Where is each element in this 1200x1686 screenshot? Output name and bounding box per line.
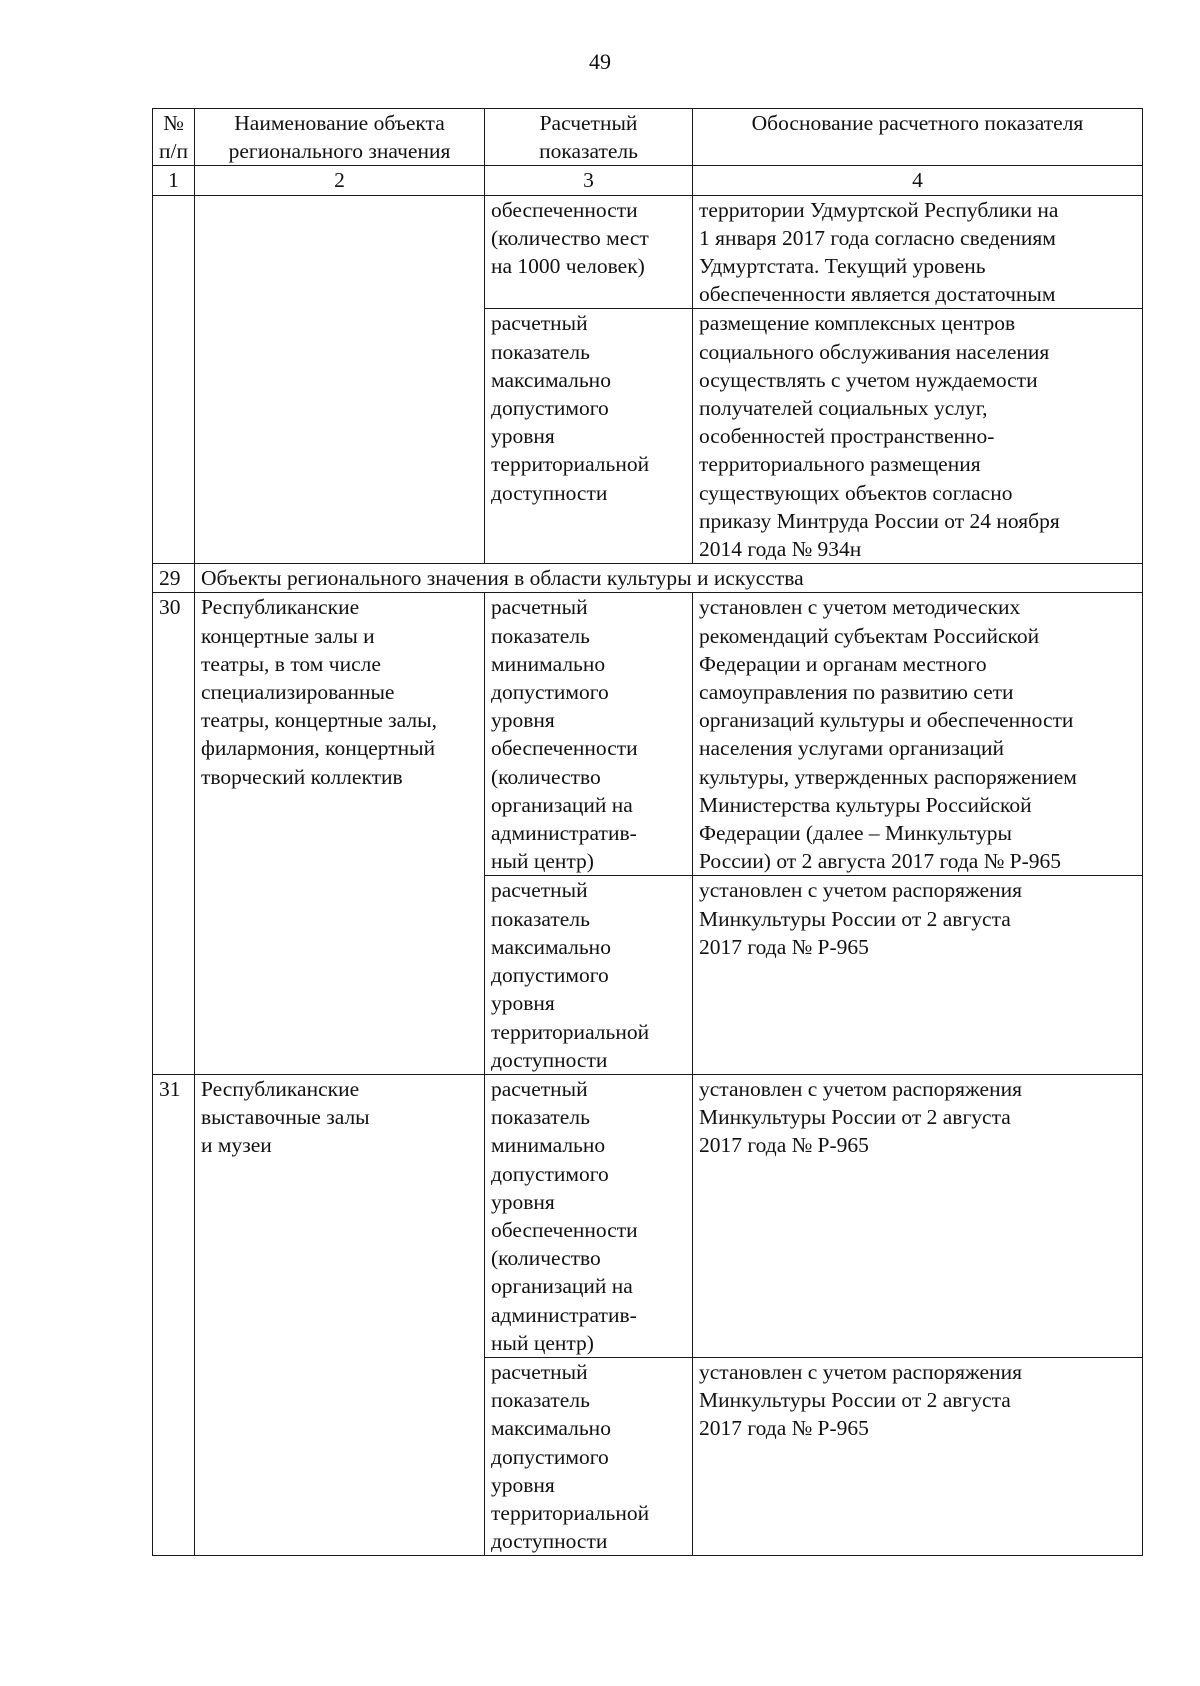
text-line: показатель (491, 906, 590, 931)
text-line: существующих объектов согласно (699, 480, 1013, 505)
text-line: максимально (491, 934, 611, 959)
text-line: уровня (491, 424, 555, 449)
indicator-cell (485, 1074, 693, 1357)
text-line: филармония, концертный (201, 736, 436, 761)
text-line: установлен с учетом распоряжения (699, 878, 1022, 903)
justification-cell (693, 1074, 1143, 1357)
column-number: 3 (485, 166, 693, 195)
text-line: расчетный (491, 878, 588, 903)
text-line: уровня (491, 1189, 555, 1214)
indicator-cell (485, 593, 693, 876)
header-row (153, 109, 1143, 166)
row-number: 29 (153, 564, 195, 593)
text-line: допустимого (491, 1444, 609, 1469)
table-row (153, 1074, 1143, 1357)
text-line: Министерства культуры Российской (699, 792, 1032, 817)
header-justification (693, 109, 1143, 166)
text-line: творческий коллектив (201, 764, 403, 789)
text-line: ный центр) (491, 1330, 594, 1355)
text-line: показатель (491, 623, 590, 648)
text-line: установлен с учетом распоряжения (699, 1076, 1022, 1101)
header-name (195, 109, 485, 166)
text-line: установлен с учетом методических (699, 595, 1021, 620)
text-line: установлен с учетом распоряжения (699, 1359, 1022, 1384)
text-line: размещение комплексных центров (699, 311, 1016, 336)
text-line: приказу Минтруда России от 24 ноября (699, 508, 1060, 533)
text-line: организаций культуры и обеспеченности (699, 708, 1074, 733)
object-name-cell (195, 593, 485, 1074)
text-line: п/п (159, 139, 188, 164)
text-line: театры, в том числе (201, 651, 381, 676)
text-line: показатель (491, 1105, 590, 1130)
text-line: территории Удмуртской Республики на (699, 197, 1059, 222)
text-line: № (163, 111, 184, 135)
text-line: Минкультуры России от 2 августа (699, 906, 1011, 931)
text-line: показатель (491, 339, 590, 364)
justification-cell (693, 1357, 1143, 1555)
justification-cell (693, 195, 1143, 309)
text-line: Минкультуры России от 2 августа (699, 1388, 1011, 1413)
justification-cell (693, 309, 1143, 564)
text-line: ный центр) (491, 849, 594, 874)
justification-cell (693, 593, 1143, 876)
text-line: населения услугами организаций (699, 736, 1004, 761)
text-line: административ- (491, 1302, 637, 1327)
table-row (153, 593, 1143, 876)
text-line: расчетный (491, 595, 588, 620)
text-line: Республиканские (201, 1076, 360, 1101)
text-line: культуры, утвержденных распоряжением (699, 764, 1077, 789)
text-line: обеспеченности является достаточным (699, 282, 1056, 307)
text-line: показатель (491, 1388, 590, 1413)
text-line: допустимого (491, 963, 609, 988)
text-line: уровня (491, 991, 555, 1016)
text-line: и музеи (201, 1133, 272, 1158)
text-line: уровня (491, 1472, 555, 1497)
text-line: допустимого (491, 680, 609, 705)
header-num (153, 109, 195, 166)
text-line: рекомендаций субъектам Российской (699, 623, 1040, 648)
text-line: расчетный (491, 311, 588, 336)
norms-table (152, 108, 1143, 1556)
section-row (153, 564, 1143, 593)
text-line: 2017 года № Р-965 (699, 1133, 869, 1158)
text-line: (количество мест (491, 225, 649, 250)
text-line: организаций на (491, 1274, 633, 1299)
text-line: допустимого (491, 1161, 609, 1186)
text-line: специализированные (201, 680, 395, 705)
row-number: 30 (153, 593, 195, 1074)
text-line: осуществлять с учетом нуждаемости (699, 367, 1038, 392)
text-line: обеспеченности (491, 736, 638, 761)
empty-cell (153, 195, 195, 564)
text-line: расчетный (491, 1076, 588, 1101)
text-line: Обоснование расчетного показателя (751, 111, 1084, 135)
column-number: 1 (153, 166, 195, 195)
justification-cell (693, 876, 1143, 1074)
text-line: минимально (491, 1133, 606, 1158)
column-numbers-row (153, 166, 1143, 195)
text-line: социального обслуживания населения (699, 339, 1050, 364)
text-line: допустимого (491, 396, 609, 421)
empty-cell (195, 195, 485, 564)
text-line: организаций на (491, 792, 633, 817)
text-line: максимально (491, 1416, 611, 1441)
text-line: Наименование объекта (234, 111, 445, 135)
text-line: Республиканские (201, 595, 360, 620)
text-line: концертные залы и (201, 623, 375, 648)
text-line: территориальной (491, 1500, 650, 1525)
text-line: Расчетный (539, 111, 638, 135)
page-number: 49 (589, 49, 611, 74)
text-line: территориальной (491, 452, 650, 477)
text-line: Федерации (далее – Минкультуры (699, 821, 1012, 846)
text-line: 2017 года № Р-965 (699, 1416, 869, 1441)
text-line: минимально (491, 651, 606, 676)
text-line: России) от 2 августа 2017 года № Р-965 (699, 849, 1061, 874)
text-line: на 1000 человек) (491, 254, 645, 279)
text-line: регионального значения (228, 139, 451, 164)
object-name-cell (195, 1074, 485, 1555)
text-line: выставочные залы (201, 1105, 370, 1130)
text-line: (количество (491, 1246, 601, 1271)
text-line: уровня (491, 708, 555, 733)
indicator-cell (485, 1357, 693, 1555)
text-line: 2014 года № 934н (699, 537, 862, 562)
text-line: театры, концертные залы, (201, 708, 437, 733)
column-number: 4 (693, 166, 1143, 195)
text-line: получателей социальных услуг, (699, 396, 988, 421)
column-number: 2 (195, 166, 485, 195)
text-line: 2017 года № Р-965 (699, 934, 869, 959)
text-line: территориального размещения (699, 452, 981, 477)
text-line: Удмуртстата. Текущий уровень (699, 254, 986, 279)
text-line: показатель (539, 139, 638, 164)
text-line: (количество (491, 764, 601, 789)
text-line: самоуправления по развитию сети (699, 680, 1014, 705)
text-line: обеспеченности (491, 197, 638, 222)
section-title: Объекты регионального значения в области культуры и искусства (195, 564, 1143, 593)
header-indicator (485, 109, 693, 166)
text-line: территориальной (491, 1019, 650, 1044)
text-line: максимально (491, 367, 611, 392)
text-line: доступности (491, 1529, 608, 1554)
text-line: доступности (491, 480, 608, 505)
text-line: доступности (491, 1047, 608, 1072)
text-line: Федерации и органам местного (699, 651, 987, 676)
text-line: расчетный (491, 1359, 588, 1384)
text-line: административ- (491, 821, 637, 846)
table-row (153, 195, 1143, 309)
text-line: 1 января 2017 года согласно сведениям (699, 225, 1056, 250)
indicator-cell (485, 309, 693, 564)
row-number: 31 (153, 1074, 195, 1555)
text-line: обеспеченности (491, 1217, 638, 1242)
indicator-cell (485, 195, 693, 309)
indicator-cell (485, 876, 693, 1074)
text-line: особенностей пространственно- (699, 424, 995, 449)
text-line: Минкультуры России от 2 августа (699, 1105, 1011, 1130)
